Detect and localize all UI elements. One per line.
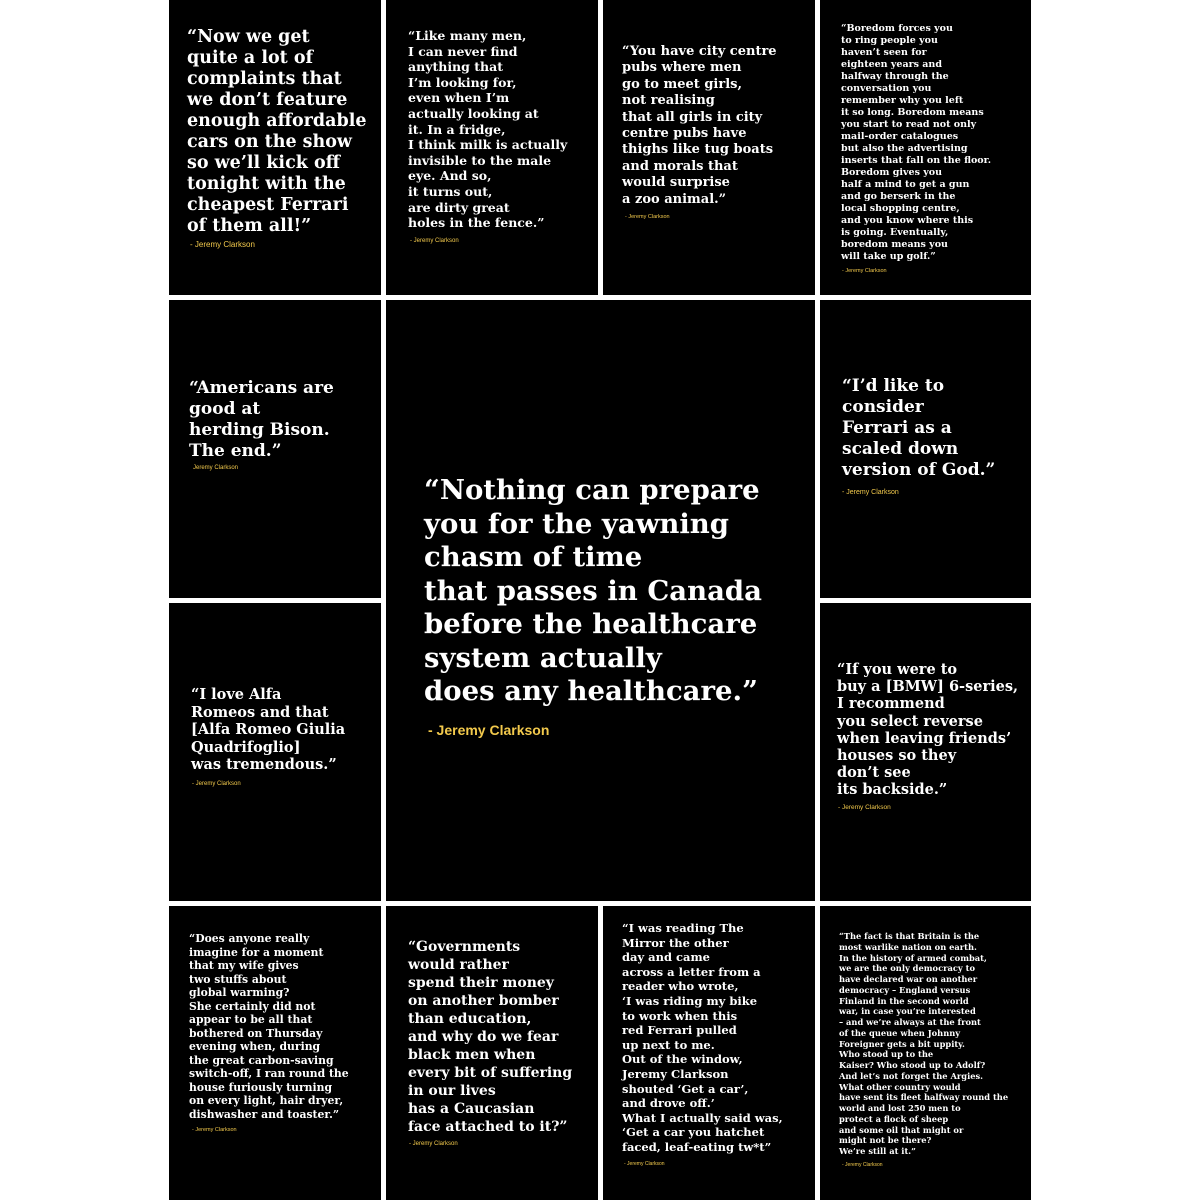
- quote-text: “I was reading The Mirror the other day and came across a letter from a reader who wrote, ‘I was riding my bike to work when this red Ferrari pulled up next to me. Out of the window, Jeremy Clarkson shouted ‘Get a car’, and drove off.’ What I actually said was, ‘Get a car you hatchet faced, leaf-eating tw*t”: [622, 921, 783, 1154]
- quote-author: - Jeremy Clarkson: [838, 804, 891, 811]
- quote-author: - Jeremy Clarkson: [410, 238, 459, 244]
- quote-text: “Governments would rather spend their money on another bomber than education, and why do we fear black men when every bit of suffering in our lives has a Caucasian face attached to it?”: [408, 939, 573, 1135]
- quote-card-9: [820, 603, 1031, 901]
- quote-author: - Jeremy Clarkson: [625, 214, 670, 220]
- quote-card-1: [169, 0, 381, 295]
- quote-author: - Jeremy Clarkson: [842, 268, 887, 274]
- quote-card-10: [169, 906, 381, 1200]
- quote-text: “I’d like to consider Ferrari as a scaled down version of God.”: [842, 376, 996, 480]
- quote-text: “Americans are good at herding Bison. The end.”: [189, 378, 334, 461]
- quote-card-8: [169, 603, 381, 901]
- quote-text: “You have city centre pubs where men go to meet girls, not realising that all girls in city centre pubs have thighs like tug boats and morals that would surprise a zoo animal.”: [622, 44, 777, 207]
- quote-author: - Jeremy Clarkson: [192, 781, 241, 787]
- quote-text: “Does anyone really imagine for a moment that my wife gives two stuffs about global warming? She certainly did not appear to be all that bothered on Thursday evening when, during the great carbon-saving switch-off, I ran round the house furiously turning on every light, hair dryer, dishwasher and toaster.”: [189, 932, 349, 1121]
- quote-text: “If you were to buy a [BMW] 6-series, I recommend you select reverse when leaving friends’ houses so they don’t see its backside.”: [837, 661, 1019, 799]
- quote-card-2: [386, 0, 598, 295]
- quote-card-5: [169, 300, 381, 598]
- quote-text: “Like many men, I can never find anything that I’m looking for, even when I’m actually looking at it. In a fridge, I think milk is actually invisible to the male eye. And so, it turns out, are dirty great holes in the fence.”: [408, 28, 568, 231]
- quote-card-12: [603, 906, 815, 1200]
- quote-card-7: [820, 300, 1031, 598]
- quote-author: - Jeremy Clarkson: [190, 240, 255, 249]
- quote-text: “Boredom forces you to ring people you haven’t seen for eighteen years and halfway through the conversation you remember why you left it so long. Boredom means you start to read not only mail-order catalogues but also the advertising inserts that fall on the floor. Boredom gives you half a mind to get a gun and go berserk in the local shopping centre, and you know where this is going. Eventually, boredom means you will take up golf.”: [841, 23, 992, 262]
- quote-text: “Nothing can prepare you for the yawning chasm of time that passes in Canada before the healthcare system actually does any healthcare.”: [424, 474, 762, 707]
- quote-author: - Jeremy Clarkson: [842, 1162, 883, 1168]
- quote-card-3: [603, 0, 815, 295]
- quote-author: - Jeremy Clarkson: [428, 722, 550, 738]
- quote-text: “Now we get quite a lot of complaints that we don’t feature enough affordable cars on the show so we’ll kick off tonight with the cheapest Ferrari of them all!”: [187, 27, 367, 236]
- quote-author: - Jeremy Clarkson: [624, 1161, 665, 1167]
- quote-card-13: [820, 906, 1031, 1200]
- quote-card-11: [386, 906, 598, 1200]
- quote-card-featured: [386, 300, 815, 901]
- quote-text: “The fact is that Britain is the most warlike nation on earth. In the history of armed combat, we are the only democracy to have declared war on another democracy – England versus Finland in the second world war, in case you’re interested – and we’re always at the front of the queue when Johnny Foreigner gets a bit uppity. Who stood up to the Kaiser? Who stood up to Adolf? And let’s not forget the Argies. What other country would have sent its fleet halfway round the world and lost 250 men to protect a flock of sheep and some oil that might or might not be there? We’re still at it.”: [839, 931, 1009, 1156]
- quote-text: “I love Alfa Romeos and that [Alfa Romeo Giulia Quadrifoglio] was tremendous.”: [191, 686, 346, 773]
- quote-card-4: [820, 0, 1031, 295]
- quote-author: Jeremy Clarkson: [193, 465, 239, 471]
- quote-author: - Jeremy Clarkson: [842, 489, 899, 496]
- quote-author: - Jeremy Clarkson: [409, 1141, 458, 1147]
- quote-author: - Jeremy Clarkson: [192, 1127, 237, 1133]
